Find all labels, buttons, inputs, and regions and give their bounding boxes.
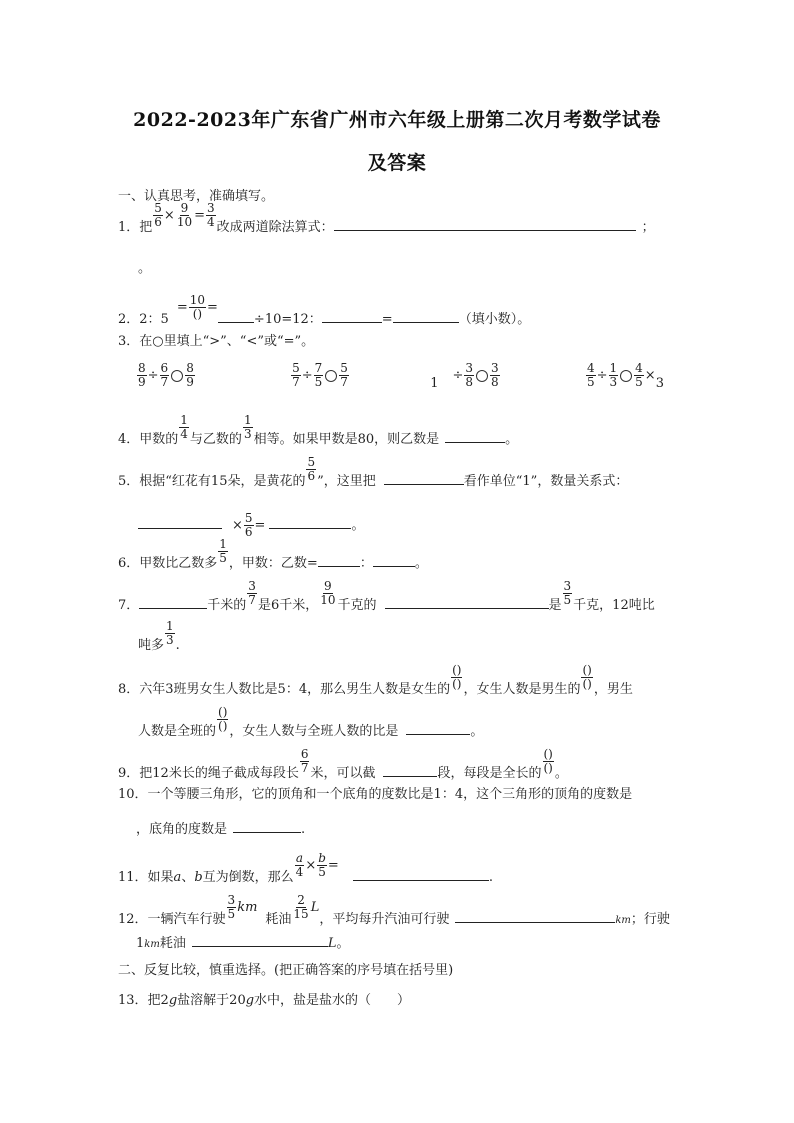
page-title: 2022-2023年广东省广州市六年级上册第二次月考数学试卷 — [133, 109, 661, 131]
fraction: $\frac{3}{4}$ — [207, 201, 215, 229]
answer-blank[interactable] — [445, 428, 505, 443]
answer-blank[interactable] — [384, 470, 464, 485]
fraction: $\frac{()}{()}$ — [543, 747, 553, 775]
page-title-cont: 及答案 — [367, 152, 427, 174]
section-2-heading: 二、反复比较，慎重选择。(把正确答案的序号填在括号里) — [118, 963, 454, 978]
fraction: $\frac{a}{4}$ — [295, 851, 304, 879]
answer-blank[interactable] — [385, 594, 549, 609]
answer-blank[interactable] — [455, 908, 615, 923]
fraction: $\frac{()}{()}$ — [218, 705, 228, 733]
answer-blank[interactable] — [218, 308, 254, 323]
fraction: $\frac{2}{15}$ — [293, 893, 309, 921]
fraction: $\frac{6}{7}$ — [300, 747, 309, 775]
question-10-cont: ，底角的度数是 . — [136, 818, 305, 839]
question-7-cont: 吨多 $\frac{1}{3}$ . — [138, 619, 180, 653]
fraction: $\frac{1}{5}$ — [219, 537, 227, 565]
section-1-heading: 一、认真思考，准确填写。 — [118, 189, 275, 204]
question-12-cont: 1km耗油 L。 — [136, 932, 350, 954]
fraction: $\frac{9}{10}$ — [320, 579, 336, 607]
question-5-cont: × $\frac{5}{6}$ = 。 — [138, 512, 364, 539]
question-10: 10．一个等腰三角形，它的顶角和一个底角的度数比是1：4，这个三角形的顶角的度数是 — [118, 787, 633, 802]
answer-blank[interactable] — [269, 514, 351, 529]
fraction: $\frac{b}{5}$ — [318, 851, 326, 879]
question-4: 4．甲数的 $\frac{1}{4}$ 与乙数的 $\frac{1}{3}$ 相等。如果甲数是80，则乙数是 。 — [118, 413, 519, 447]
question-2: 2．2：5= $\frac{10}{()}$ =÷10=12： = （填小数）。 — [118, 293, 531, 327]
question-6: 6．甲数比乙数多 $\frac{1}{5}$ ，甲数：乙数= ： 。 — [118, 537, 428, 571]
question-1-cont: 。 — [138, 261, 152, 276]
fraction: $\frac{3}{7}$ — [248, 579, 256, 607]
fraction: $\frac{()}{()}$ — [452, 663, 462, 691]
question-13: 13．把2g盐溶解于20g水中，盐是盐水的（ ） — [118, 993, 411, 1008]
fraction: $\frac{1}{3}$ — [243, 413, 252, 441]
answer-blank[interactable] — [393, 308, 459, 323]
compare-circle[interactable] — [476, 370, 488, 382]
answer-blank[interactable] — [318, 552, 360, 567]
answer-blank[interactable] — [353, 866, 489, 881]
question-1: 1．把 $\frac{5}{6}$ × $\frac{9}{10}$ = $\frac{3}{4}$ 改成两道除法算式： ； — [118, 201, 655, 235]
answer-blank[interactable] — [192, 932, 328, 947]
fraction: $\frac{3}{5}$ — [227, 893, 236, 921]
question-7: 7． 千米的 $\frac{3}{7}$ 是6千米， $\frac{9}{10}$ 千克的 是 $\frac{3}{5}$ 千克，12吨比 — [118, 579, 655, 613]
fraction: $\frac{1}{3}$ — [166, 619, 174, 647]
fraction: $\frac{3}{5}$ — [563, 579, 572, 607]
question-9: 9．把12米长的绳子截成每段长 $\frac{6}{7}$ 米，可以截 段，每段是全长的 $\frac{()}{()}$ 。 — [118, 747, 568, 781]
question-8-cont: 人数是全班的 $\frac{()}{()}$ ，女生人数与全班人数的比是 。 — [138, 705, 484, 739]
fraction: $\frac{5}{6}$ — [244, 511, 253, 539]
question-11: 11．如果a、b互为倒数，那么 $\frac{a}{4}$ × $\frac{b}{5}$ =. — [118, 851, 493, 885]
question-3: 3．在○里填上“>”、“<”或“=”。 — [118, 334, 315, 349]
answer-blank[interactable] — [233, 818, 301, 833]
question-5: 5．根据“红花有15朵，是黄花的 $\frac{5}{6}$ ”，这里把 看作单位“1”，数量关系式： — [118, 455, 629, 489]
answer-blank[interactable] — [334, 216, 636, 231]
fraction: $\frac{()}{()}$ — [582, 663, 592, 691]
fraction: $\frac{10}{()}$ — [189, 293, 206, 321]
fraction: $\frac{5}{6}$ — [307, 455, 316, 483]
fraction: $\frac{9}{10}$ — [176, 201, 193, 229]
compare-circle[interactable] — [325, 370, 337, 382]
fraction: $\frac{5}{6}$ — [154, 201, 162, 229]
answer-blank[interactable] — [373, 552, 415, 567]
question-8: 8．六年3班男女生人数比是5：4，那么男生人数是女生的 $\frac{()}{()}$ ，女生人数是男生的 $\frac{()}{()}$ ，男生 — [118, 663, 633, 697]
question-3-exprs: $\frac{8}{9}$ ÷ $\frac{6}{7}$ $\frac{8}{9}$ $\frac{5}{7}$ ÷ $\frac{7}{5}$ $\frac{5}{7}$ 1÷ $\frac{3}{8}$ $\frac{3}{8}$ $\frac{4}{5}$ ÷ $\frac{1}{3}$ $\frac{4}{5}$ ×3 — [138, 361, 664, 391]
compare-circle[interactable] — [171, 370, 183, 382]
answer-blank[interactable] — [139, 594, 207, 609]
answer-blank[interactable] — [383, 762, 437, 777]
answer-blank[interactable] — [322, 308, 382, 323]
compare-circle[interactable] — [620, 370, 632, 382]
answer-blank[interactable] — [406, 720, 470, 735]
question-12: 12．一辆汽车行驶 $\frac{3}{5}$ km耗油 $\frac{2}{15}$ L，平均每升汽油可行驶 km；行驶 — [118, 893, 670, 927]
fraction: $\frac{1}{4}$ — [180, 413, 188, 441]
answer-blank[interactable] — [138, 514, 222, 529]
